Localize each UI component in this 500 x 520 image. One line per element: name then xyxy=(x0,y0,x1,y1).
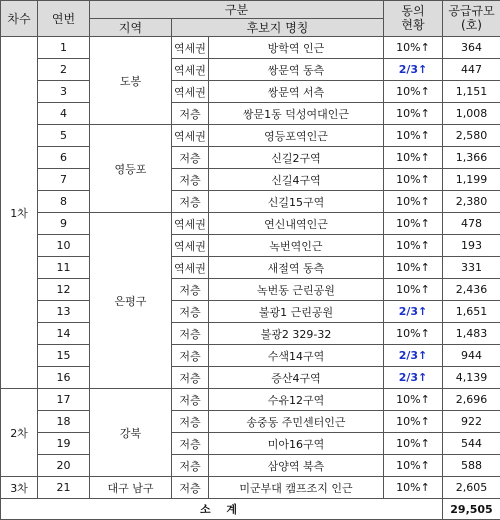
round-cell: 3차 xyxy=(1,477,38,499)
consent-status: 10%↑ xyxy=(384,323,443,345)
supply-count: 1,199 xyxy=(443,169,500,191)
supply-count: 922 xyxy=(443,411,500,433)
row-number: 18 xyxy=(38,411,90,433)
row-number: 9 xyxy=(38,213,90,235)
supply-count: 944 xyxy=(443,345,500,367)
row-number: 1 xyxy=(38,37,90,59)
table-row xyxy=(1,103,500,125)
row-number: 11 xyxy=(38,257,90,279)
table-row xyxy=(1,389,500,411)
header-region: 지역 xyxy=(90,19,172,37)
site-type: 저층 xyxy=(172,389,209,411)
consent-status: 10%↑ xyxy=(384,411,443,433)
site-type: 역세권 xyxy=(172,235,209,257)
table-row xyxy=(1,477,500,499)
site-type: 저층 xyxy=(172,345,209,367)
site-type: 저층 xyxy=(172,323,209,345)
row-number: 12 xyxy=(38,279,90,301)
supply-count: 1,151 xyxy=(443,81,500,103)
consent-status: 10%↑ xyxy=(384,125,443,147)
region-cell: 강북 xyxy=(90,389,172,477)
row-number: 6 xyxy=(38,147,90,169)
supply-count: 1,483 xyxy=(443,323,500,345)
supply-count: 331 xyxy=(443,257,500,279)
site-name: 수유12구역 xyxy=(209,389,384,411)
table-row xyxy=(1,81,500,103)
site-type: 저층 xyxy=(172,169,209,191)
supply-count: 2,436 xyxy=(443,279,500,301)
consent-status: 10%↑ xyxy=(384,103,443,125)
total-value: 29,505 xyxy=(443,499,500,520)
row-number: 4 xyxy=(38,103,90,125)
total-row xyxy=(1,499,500,520)
row-number: 17 xyxy=(38,389,90,411)
consent-status: 10%↑ xyxy=(384,455,443,477)
supply-count: 588 xyxy=(443,455,500,477)
site-type: 저층 xyxy=(172,191,209,213)
site-name: 녹번역인근 xyxy=(209,235,384,257)
site-type: 저층 xyxy=(172,477,209,499)
site-type: 역세권 xyxy=(172,257,209,279)
consent-status: 10%↑ xyxy=(384,81,443,103)
supply-count: 1,008 xyxy=(443,103,500,125)
site-type: 저층 xyxy=(172,103,209,125)
site-type: 저층 xyxy=(172,147,209,169)
row-number: 15 xyxy=(38,345,90,367)
header-consent-text: 동의 현황 xyxy=(401,4,424,32)
site-type: 역세권 xyxy=(172,213,209,235)
table-row xyxy=(1,37,500,59)
consent-status: 10%↑ xyxy=(384,37,443,59)
consent-status: 10%↑ xyxy=(384,169,443,191)
row-number: 5 xyxy=(38,125,90,147)
row-number: 10 xyxy=(38,235,90,257)
supply-count: 1,651 xyxy=(443,301,500,323)
region-cell: 도봉 xyxy=(90,37,172,125)
total-label: 소 계 xyxy=(1,499,443,520)
site-type: 역세권 xyxy=(172,125,209,147)
site-type: 저층 xyxy=(172,367,209,389)
site-name: 미군부대 캠프조지 인근 xyxy=(209,477,384,499)
consent-status: 10%↑ xyxy=(384,477,443,499)
round-cell: 1차 xyxy=(1,37,38,389)
site-name: 녹번동 근린공원 xyxy=(209,279,384,301)
site-name: 불광2 329-32 xyxy=(209,323,384,345)
row-number: 14 xyxy=(38,323,90,345)
round-cell: 2차 xyxy=(1,389,38,477)
consent-status: 10%↑ xyxy=(384,147,443,169)
site-name: 삼양역 북측 xyxy=(209,455,384,477)
row-number: 2 xyxy=(38,59,90,81)
table-row xyxy=(1,125,500,147)
supply-count: 2,605 xyxy=(443,477,500,499)
row-number: 13 xyxy=(38,301,90,323)
site-name: 방학역 인근 xyxy=(209,37,384,59)
consent-status: 10%↑ xyxy=(384,213,443,235)
site-type: 저층 xyxy=(172,455,209,477)
site-name: 증산4구역 xyxy=(209,367,384,389)
site-name: 쌍문1동 덕성여대인근 xyxy=(209,103,384,125)
table-row xyxy=(1,147,500,169)
site-name: 신길4구역 xyxy=(209,169,384,191)
row-number: 8 xyxy=(38,191,90,213)
supply-count: 544 xyxy=(443,433,500,455)
supply-count: 478 xyxy=(443,213,500,235)
header-no: 연번 xyxy=(38,1,90,37)
site-name: 송중동 주민센터인근 xyxy=(209,411,384,433)
header-candidate: 후보지 명칭 xyxy=(172,19,384,37)
table-row xyxy=(1,367,500,389)
header-consent xyxy=(384,1,443,37)
supply-count: 2,696 xyxy=(443,389,500,411)
row-number: 3 xyxy=(38,81,90,103)
consent-status: 2/3↑ xyxy=(384,345,443,367)
region-cell: 대구 남구 xyxy=(90,477,172,499)
consent-status: 2/3↑ xyxy=(384,301,443,323)
table-row xyxy=(1,301,500,323)
site-name: 불광1 근린공원 xyxy=(209,301,384,323)
consent-status: 10%↑ xyxy=(384,257,443,279)
supply-count: 2,380 xyxy=(443,191,500,213)
site-name: 쌍문역 서측 xyxy=(209,81,384,103)
supply-count: 1,366 xyxy=(443,147,500,169)
table-row xyxy=(1,345,500,367)
consent-status: 2/3↑ xyxy=(384,59,443,81)
site-type: 저층 xyxy=(172,301,209,323)
site-name: 영등포역인근 xyxy=(209,125,384,147)
site-type: 저층 xyxy=(172,433,209,455)
region-cell: 은평구 xyxy=(90,213,172,389)
consent-status: 10%↑ xyxy=(384,389,443,411)
site-type: 역세권 xyxy=(172,81,209,103)
table-row xyxy=(1,213,500,235)
supply-count: 193 xyxy=(443,235,500,257)
table-row xyxy=(1,455,500,477)
table-row xyxy=(1,59,500,81)
site-type: 역세권 xyxy=(172,59,209,81)
table-row xyxy=(1,433,500,455)
table-row xyxy=(1,169,500,191)
site-name: 신길15구역 xyxy=(209,191,384,213)
consent-status: 10%↑ xyxy=(384,235,443,257)
table-row xyxy=(1,235,500,257)
supply-count: 364 xyxy=(443,37,500,59)
site-type: 역세권 xyxy=(172,37,209,59)
site-name: 신길2구역 xyxy=(209,147,384,169)
table-row xyxy=(1,323,500,345)
consent-status: 10%↑ xyxy=(384,279,443,301)
site-type: 저층 xyxy=(172,411,209,433)
table-row xyxy=(1,191,500,213)
row-number: 16 xyxy=(38,367,90,389)
site-name: 수색14구역 xyxy=(209,345,384,367)
site-name: 연신내역인근 xyxy=(209,213,384,235)
consent-status: 10%↑ xyxy=(384,433,443,455)
header-round: 차수 xyxy=(1,1,38,37)
supply-count: 447 xyxy=(443,59,500,81)
table-row xyxy=(1,279,500,301)
row-number: 7 xyxy=(38,169,90,191)
table-row xyxy=(1,411,500,433)
table-row xyxy=(1,257,500,279)
site-name: 쌍문역 동측 xyxy=(209,59,384,81)
supply-count: 4,139 xyxy=(443,367,500,389)
consent-status: 10%↑ xyxy=(384,191,443,213)
header-supply xyxy=(443,1,500,37)
site-type: 저층 xyxy=(172,279,209,301)
row-number: 19 xyxy=(38,433,90,455)
row-number: 20 xyxy=(38,455,90,477)
header-category: 구분 xyxy=(90,1,384,19)
row-number: 21 xyxy=(38,477,90,499)
header-supply-text: 공급규모 (호) xyxy=(448,4,494,32)
region-cell: 영등포 xyxy=(90,125,172,213)
consent-status: 2/3↑ xyxy=(384,367,443,389)
supply-count: 2,580 xyxy=(443,125,500,147)
site-name: 새절역 동측 xyxy=(209,257,384,279)
site-name: 미아16구역 xyxy=(209,433,384,455)
